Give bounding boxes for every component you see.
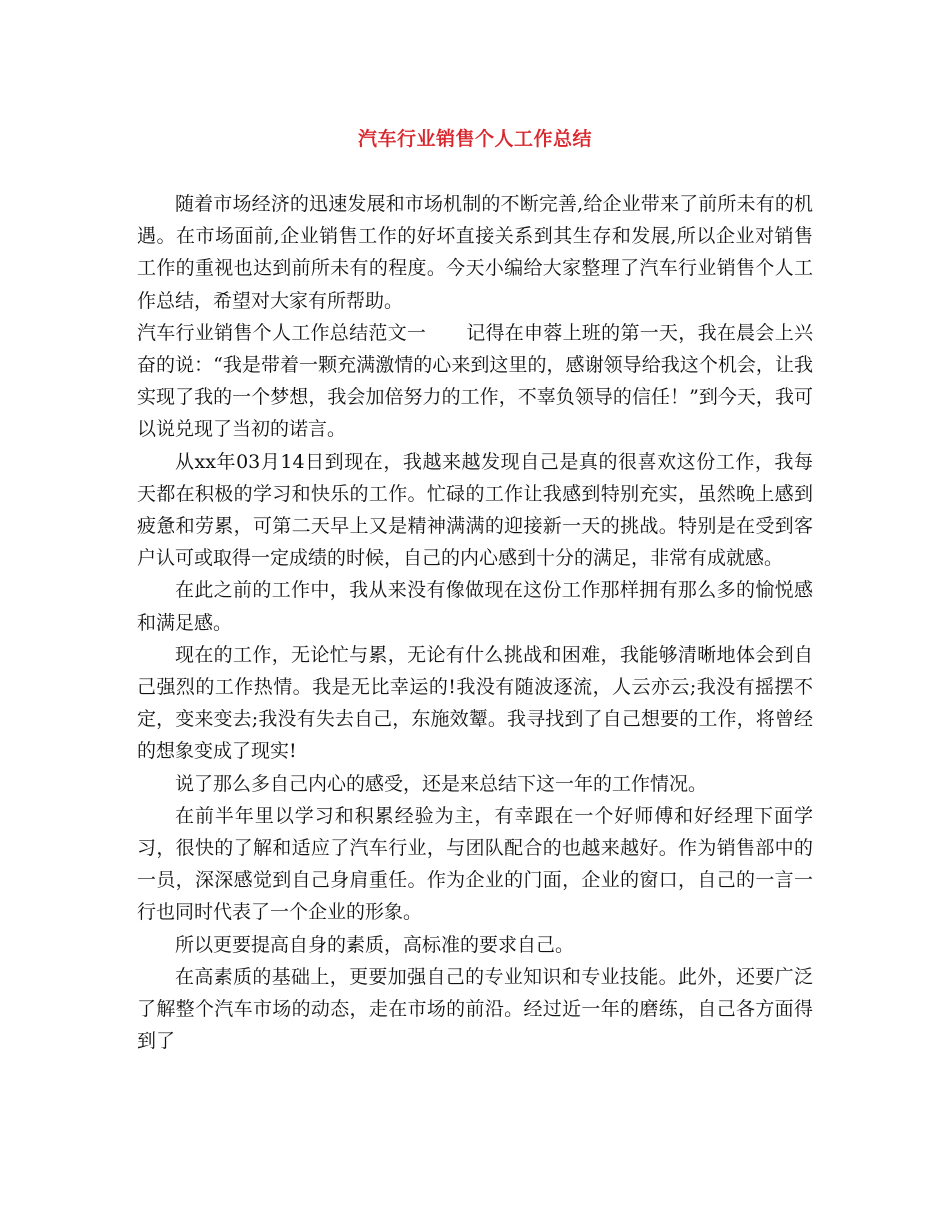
- section-first-text: 记得在申蓉上班的第一天，我在晨会上兴奋的说：“我是带着一颗充满激情的心来到这里的，感谢领导给我这个机会，让我实现了我的一个梦想，我会加倍努力的工作，不辜负领导的信任！”到今天，我可以说兑现了当初的诺言。: [137, 321, 813, 441]
- intro-paragraph: 随着市场经济的迅速发展和市场机制的不断完善,给企业带来了前所未有的机遇。在市场面前,企业销售工作的好坏直接关系到其生存和发展,所以企业对销售工作的重视也达到前所未有的程度。今天小编给大家整理了汽车行业销售个人工作总结，希望对大家有所帮助。: [137, 193, 813, 312]
- section-paragraph: [137, 317, 813, 446]
- document-title: 汽车行业销售个人工作总结: [357, 128, 592, 150]
- document-body: [137, 188, 813, 1057]
- paragraph-1: 从xx年03月14日到现在，我越来越发现自己是真的很喜欢这份工作，我每天都在积极的学习和快乐的工作。忙碌的工作让我感到特别充实，虽然晚上感到疲惫和劳累，可第二天早上又是精神满满的迎接新一天的挑战。特别是在受到客户认可或取得一定成绩的时候，自己的内心感到十分的满足，非常有成就感。: [137, 450, 813, 570]
- paragraph-7: 在高素质的基础上，更要加强自己的专业知识和专业技能。此外，还要广泛了解整个汽车市场的动态，走在市场的前沿。经过近一年的磨练，自己各方面得到了: [137, 965, 813, 1053]
- paragraph-3: 现在的工作，无论忙与累，无论有什么挑战和困难，我能够清晰地体会到自己强烈的工作热情。我是无比幸运的!我没有随波逐流，人云亦云;我没有摇摆不定，变来变去;我没有失去自己，东施效颦。我寻找到了自己想要的工作，将曾经的想象变成了现实!: [137, 643, 813, 763]
- paragraph-6: 所以更要提高自身的素质，高标准的要求自己。: [175, 933, 575, 956]
- paragraph-4: 说了那么多自己内心的感受，还是来总结下这一年的工作情况。: [175, 772, 708, 795]
- paragraph-2: 在此之前的工作中，我从来没有像做现在这份工作那样拥有那么多的愉悦感和满足感。: [137, 579, 813, 634]
- paragraph-5: 在前半年里以学习和积累经验为主，有幸跟在一个好师傅和好经理下面学习，很快的了解和适应了汽车行业，与团队配合的也越来越好。作为销售部中的一员，深深感觉到自己身肩重任。作为企业的门面，企业的窗口，自己的一言一行也同时代表了一个企业的形象。: [137, 804, 813, 924]
- section-heading: 汽车行业销售个人工作总结范文一: [137, 321, 427, 344]
